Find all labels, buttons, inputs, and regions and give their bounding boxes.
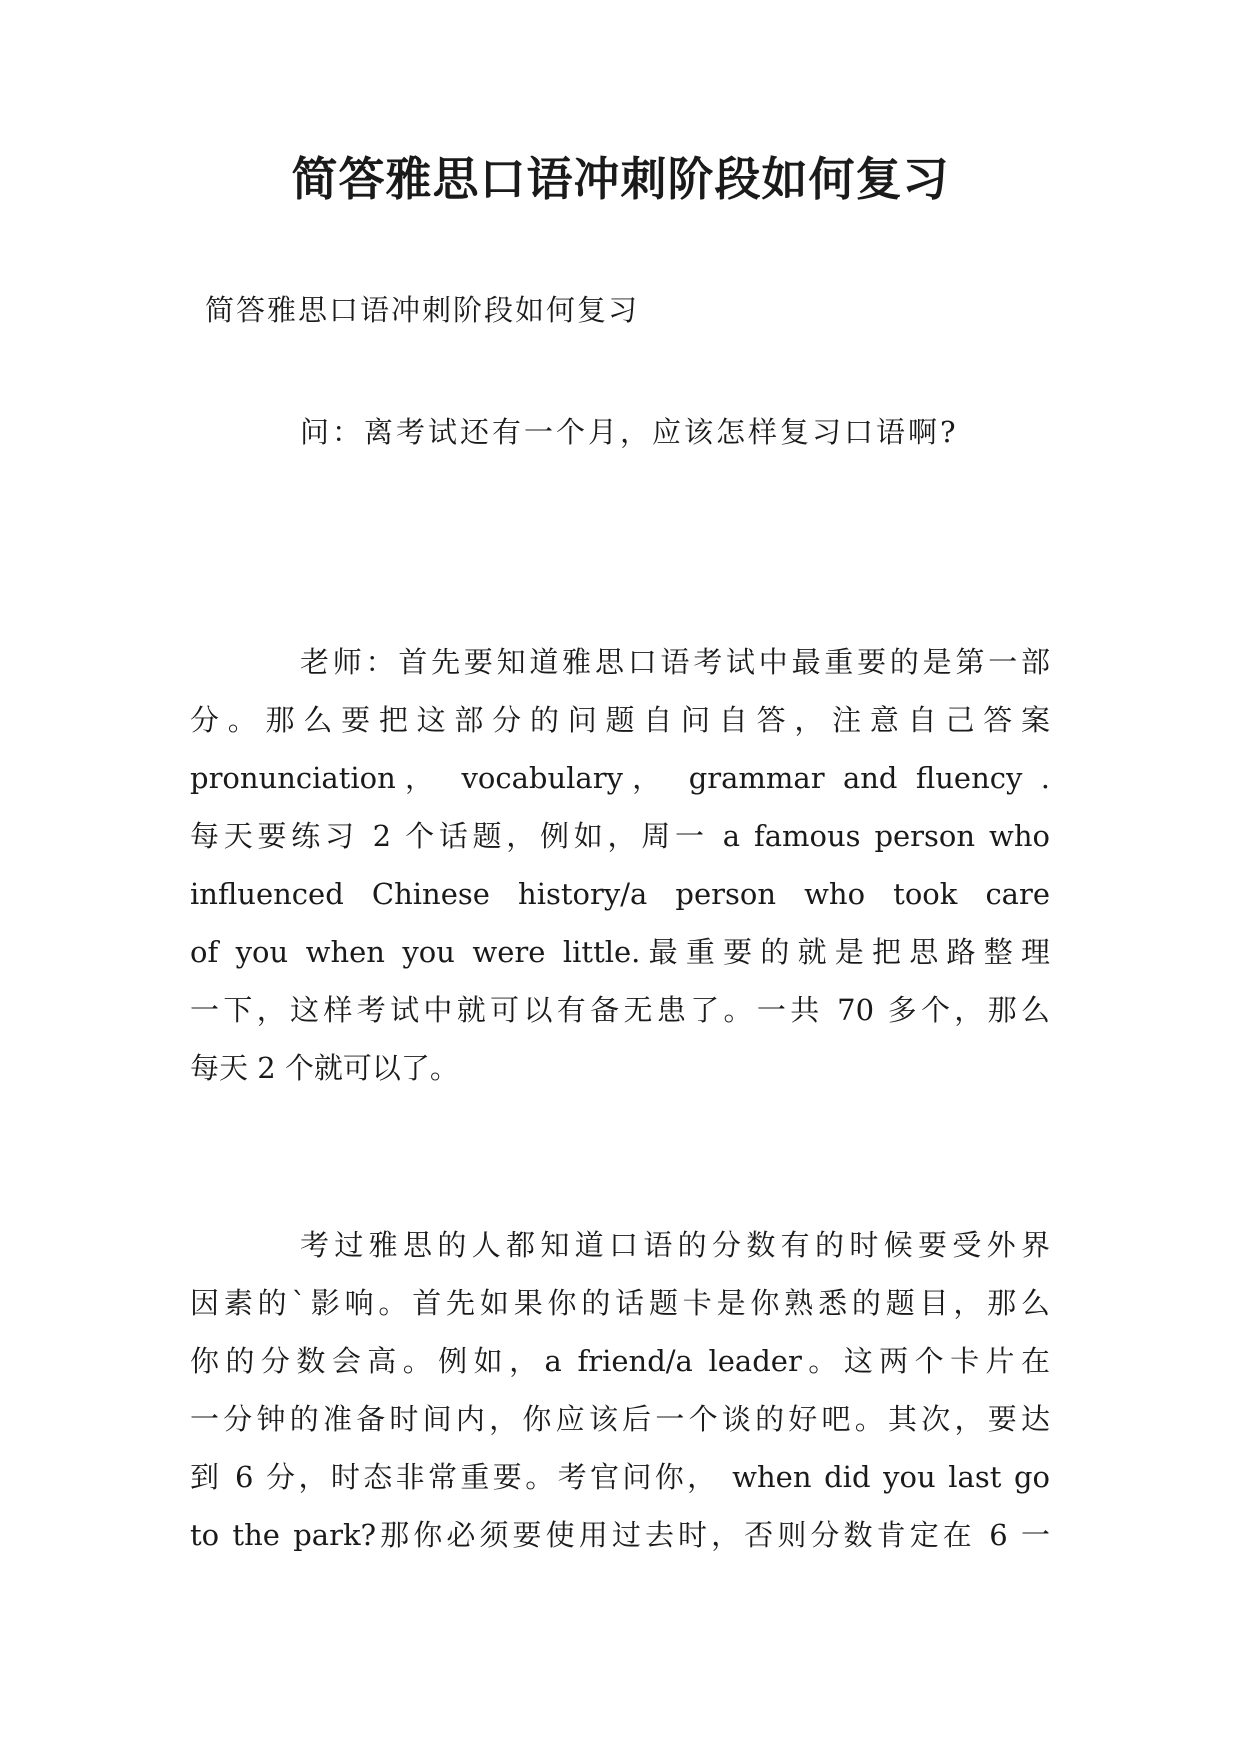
paragraph-1 (190, 633, 1050, 1097)
paragraph-line: 你的分数会高。例如，a friend/a leader。这两个卡片在 (190, 1344, 1050, 1378)
paragraph-line: to the park?那你必须要使用过去时，否则分数肯定在 6 一 (190, 1518, 1050, 1552)
paragraph-line: 老师：首先要知道雅思口语考试中最重要的是第一部 (300, 645, 1050, 679)
paragraph-2 (190, 1216, 1050, 1564)
paragraph-line: 分。那么要把这部分的问题自问自答，注意自己答案 (190, 703, 1050, 737)
paragraph-line: 一下，这样考试中就可以有备无患了。一共 70 多个，那么 (190, 993, 1050, 1027)
document-subtitle: 简答雅思口语冲刺阶段如何复习 (205, 293, 640, 327)
paragraph-line: influenced Chinese history/a person who took care (190, 877, 1050, 911)
paragraph-line: of you when you were little.最重要的就是把思路整理 (190, 935, 1050, 969)
paragraph-line: pronunciation， vocabulary， grammar and fluency . (190, 761, 1050, 795)
paragraph-line: 到 6 分，时态非常重要。考官问你， when did you last go (190, 1460, 1050, 1494)
paragraph-line: 考过雅思的人都知道口语的分数有的时候要受外界 (300, 1228, 1050, 1262)
paragraph-line: 一分钟的准备时间内，你应该后一个谈的好吧。其次，要达 (190, 1402, 1050, 1436)
paragraph-line: 因素的`影响。首先如果你的话题卡是你熟悉的题目，那么 (190, 1286, 1050, 1320)
paragraph-line: 每天 2 个就可以了。 (190, 1051, 459, 1085)
page-title: 简答雅思口语冲刺阶段如何复习 (291, 152, 950, 206)
paragraph-line: 每天要练习 2 个话题，例如，周一 a famous person who (190, 819, 1050, 853)
question-text: 问：离考试还有一个月，应该怎样复习口语啊? (300, 415, 959, 449)
